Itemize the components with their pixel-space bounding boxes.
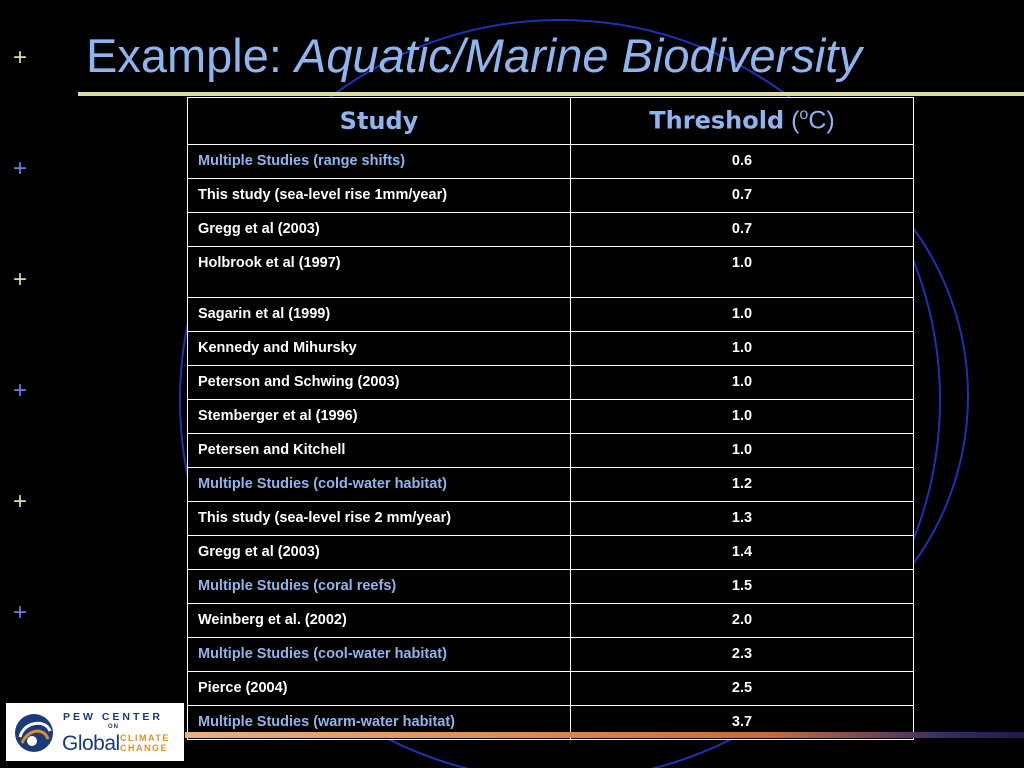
page-title xyxy=(86,30,862,82)
title-emphasis: Aquatic/Marine Biodiversity xyxy=(294,29,862,82)
logo-on-text: ON xyxy=(108,724,119,730)
study-cell: Sagarin et al (1999) xyxy=(188,298,571,332)
threshold-cell: 1.0 xyxy=(571,366,914,400)
pew-center-logo xyxy=(6,703,184,761)
threshold-cell: 1.5 xyxy=(571,570,914,604)
threshold-cell: 2.3 xyxy=(571,638,914,672)
logo-pew-text: PEW CENTER xyxy=(63,711,164,723)
study-cell: This study (sea-level rise 1mm/year) xyxy=(188,179,571,213)
footer-gradient-bar xyxy=(185,732,1024,738)
threshold-cell: 1.0 xyxy=(571,332,914,366)
header-unit-close: C) xyxy=(808,106,835,135)
plus-icon: + xyxy=(12,377,27,404)
study-cell: Peterson and Schwing (2003) xyxy=(188,366,571,400)
study-cell: Holbrook et al (1997) xyxy=(188,247,571,298)
threshold-cell: 1.0 xyxy=(571,247,914,298)
title-prefix: Example: xyxy=(86,29,295,82)
study-cell: This study (sea-level rise 2 mm/year) xyxy=(188,502,571,536)
study-cell: Multiple Studies (range shifts) xyxy=(188,145,571,179)
threshold-cell: 2.5 xyxy=(571,672,914,706)
threshold-cell: 1.3 xyxy=(571,502,914,536)
header-threshold-label: Threshold xyxy=(649,106,785,135)
table-row xyxy=(188,298,914,332)
study-cell: Weinberg et al. (2002) xyxy=(188,604,571,638)
study-cell: Multiple Studies (cold-water habitat) xyxy=(188,468,571,502)
threshold-cell: 1.0 xyxy=(571,434,914,468)
study-cell: Petersen and Kitchell xyxy=(188,434,571,468)
header-study xyxy=(188,98,571,145)
study-cell: Multiple Studies (cool-water habitat) xyxy=(188,638,571,672)
table-row xyxy=(188,145,914,179)
logo-global-text: Global xyxy=(62,732,120,755)
plus-icon: + xyxy=(12,488,27,515)
threshold-cell: 0.6 xyxy=(571,145,914,179)
logo-climate: CLIMATE xyxy=(120,733,170,743)
table-row xyxy=(188,502,914,536)
threshold-cell: 1.2 xyxy=(571,468,914,502)
table-row xyxy=(188,468,914,502)
table-row xyxy=(188,179,914,213)
globe-swirl-icon xyxy=(12,711,56,755)
table-row xyxy=(188,536,914,570)
plus-icon: + xyxy=(12,155,27,182)
header-unit-open: ( xyxy=(784,106,800,135)
table-row xyxy=(188,604,914,638)
study-cell: Kennedy and Mihursky xyxy=(188,332,571,366)
table-row xyxy=(188,213,914,247)
threshold-cell: 2.0 xyxy=(571,604,914,638)
table-row xyxy=(188,638,914,672)
table-row xyxy=(188,434,914,468)
logo-change: CHANGE xyxy=(120,743,169,753)
threshold-cell: 1.0 xyxy=(571,298,914,332)
header-unit-sup: o xyxy=(799,106,809,124)
study-cell: Multiple Studies (coral reefs) xyxy=(188,570,571,604)
study-cell: Gregg et al (2003) xyxy=(188,213,571,247)
threshold-table xyxy=(187,97,914,740)
study-cell: Pierce (2004) xyxy=(188,672,571,706)
table-row xyxy=(188,247,914,298)
table-row xyxy=(188,672,914,706)
header-threshold xyxy=(571,98,914,145)
threshold-table-wrap xyxy=(187,97,913,740)
threshold-cell: 3.7 xyxy=(571,706,914,740)
table-row xyxy=(188,400,914,434)
study-cell: Stemberger et al (1996) xyxy=(188,400,571,434)
plus-icon: + xyxy=(12,266,27,293)
header-study-label: Study xyxy=(339,106,419,135)
study-cell: Gregg et al (2003) xyxy=(188,536,571,570)
threshold-cell: 0.7 xyxy=(571,179,914,213)
plus-icon: + xyxy=(12,599,27,626)
threshold-cell: 0.7 xyxy=(571,213,914,247)
table-row xyxy=(188,570,914,604)
threshold-cell: 1.4 xyxy=(571,536,914,570)
table-row xyxy=(188,366,914,400)
table-header-row xyxy=(188,98,914,145)
study-cell: Multiple Studies (warm-water habitat) xyxy=(188,706,571,740)
table-row xyxy=(188,332,914,366)
title-underline xyxy=(78,92,1024,96)
logo-climate-change-text xyxy=(120,733,170,753)
plus-icon: + xyxy=(12,44,27,71)
threshold-cell: 1.0 xyxy=(571,400,914,434)
